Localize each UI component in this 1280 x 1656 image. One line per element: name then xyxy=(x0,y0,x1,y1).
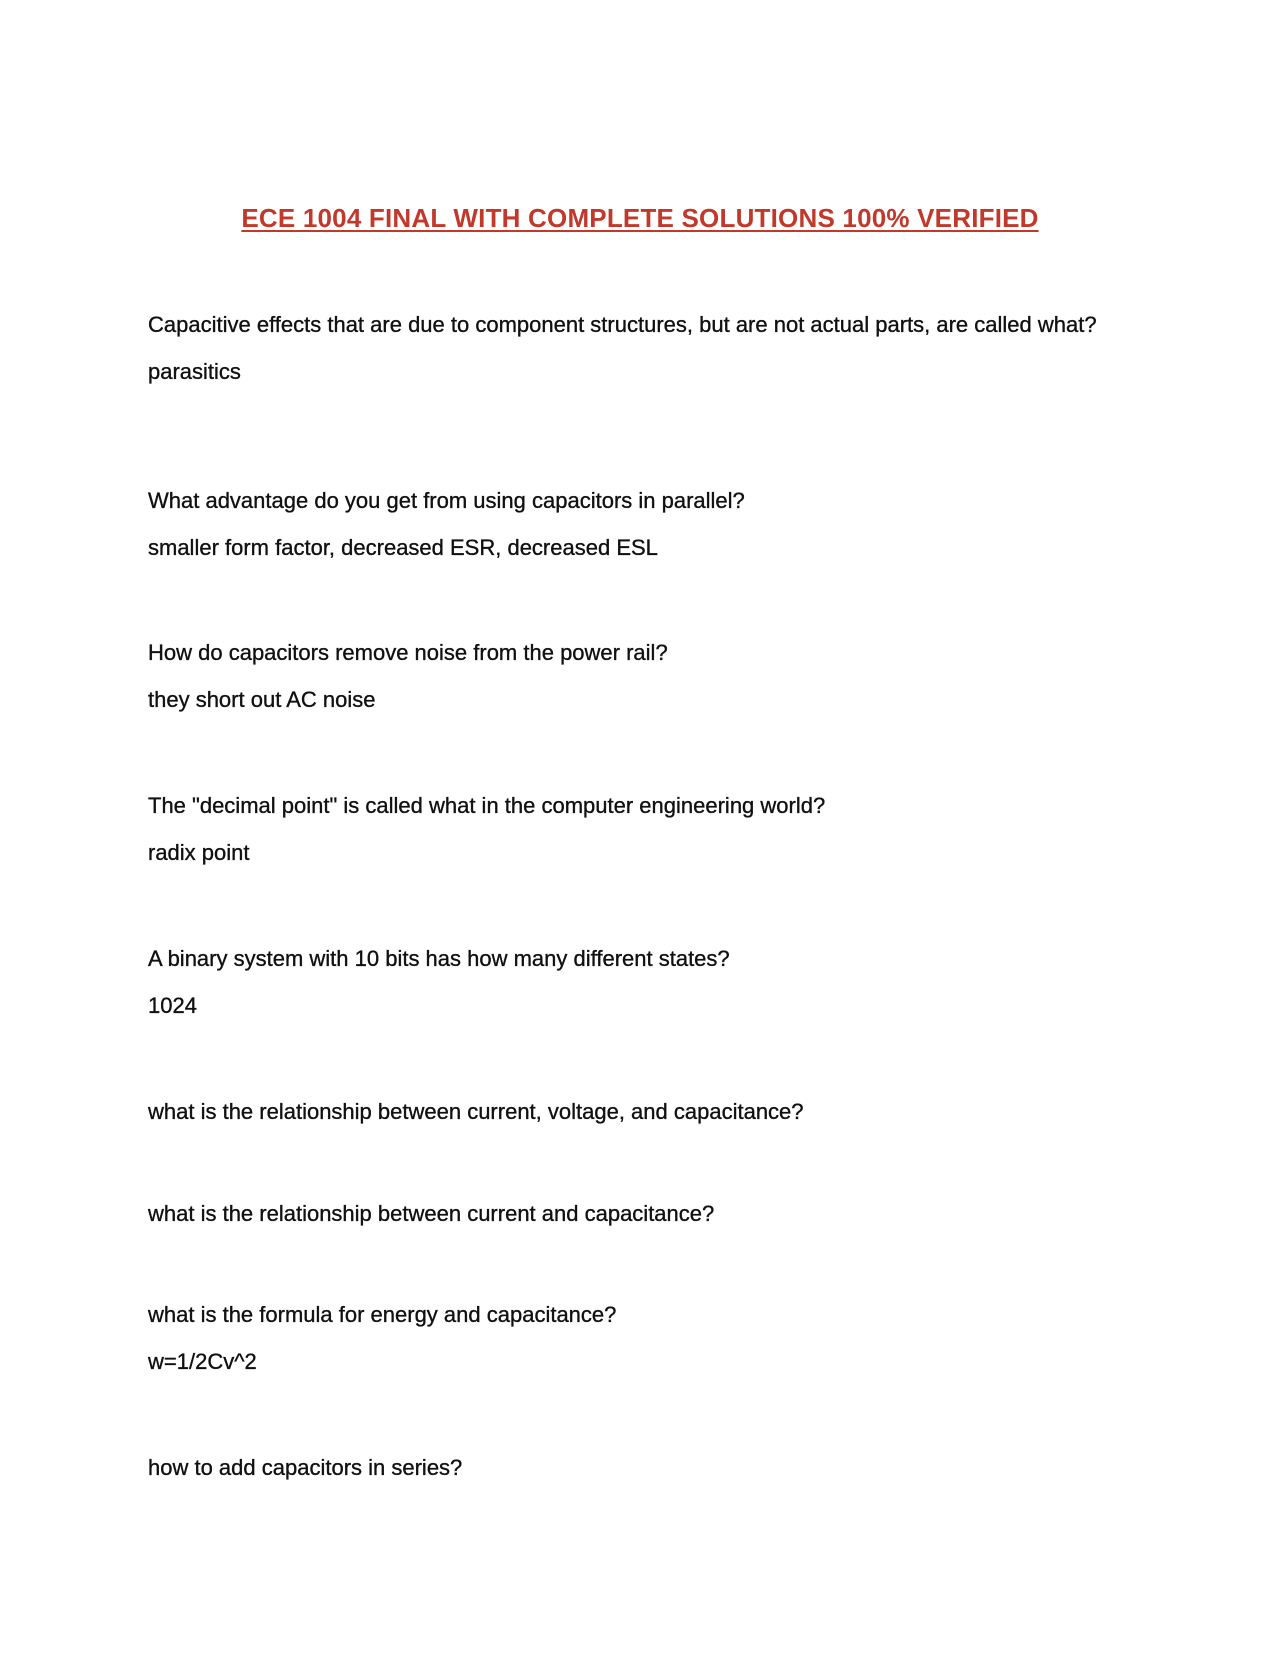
question-text: How do capacitors remove noise from the power rail? xyxy=(148,640,668,665)
qa-item-8 xyxy=(148,1299,1108,1377)
answer-text: w=1/2Cv^2 xyxy=(148,1349,257,1374)
question-text: A binary system with 10 bits has how many different states? xyxy=(148,946,730,971)
qa-item-4 xyxy=(148,790,1108,868)
answer-text: radix point xyxy=(148,840,250,865)
answer-text: 1024 xyxy=(148,993,197,1018)
qa-item-7 xyxy=(148,1198,1108,1229)
question-text: what is the formula for energy and capacitance? xyxy=(148,1302,617,1327)
question-text: The "decimal point" is called what in the computer engineering world? xyxy=(148,793,826,818)
qa-item-1 xyxy=(148,309,1108,387)
qa-item-9 xyxy=(148,1452,1108,1483)
answer-text: they short out AC noise xyxy=(148,687,376,712)
question-text: What advantage do you get from using capacitors in parallel? xyxy=(148,488,745,513)
question-text: what is the relationship between current and capacitance? xyxy=(148,1201,715,1226)
question-text: how to add capacitors in series? xyxy=(148,1455,463,1480)
qa-item-3 xyxy=(148,637,1108,715)
qa-item-2 xyxy=(148,485,1108,563)
question-text: what is the relationship between current, voltage, and capacitance? xyxy=(148,1099,804,1124)
qa-item-5 xyxy=(148,943,1108,1021)
answer-text: parasitics xyxy=(148,359,241,384)
question-text: Capacitive effects that are due to component structures, but are not actual parts, are called what? xyxy=(148,312,1097,337)
document-title xyxy=(0,203,1280,234)
document-title-text: ECE 1004 FINAL WITH COMPLETE SOLUTIONS 100% VERIFIED xyxy=(241,203,1039,233)
qa-item-6 xyxy=(148,1096,1108,1127)
answer-text: smaller form factor, decreased ESR, decreased ESL xyxy=(148,535,658,560)
